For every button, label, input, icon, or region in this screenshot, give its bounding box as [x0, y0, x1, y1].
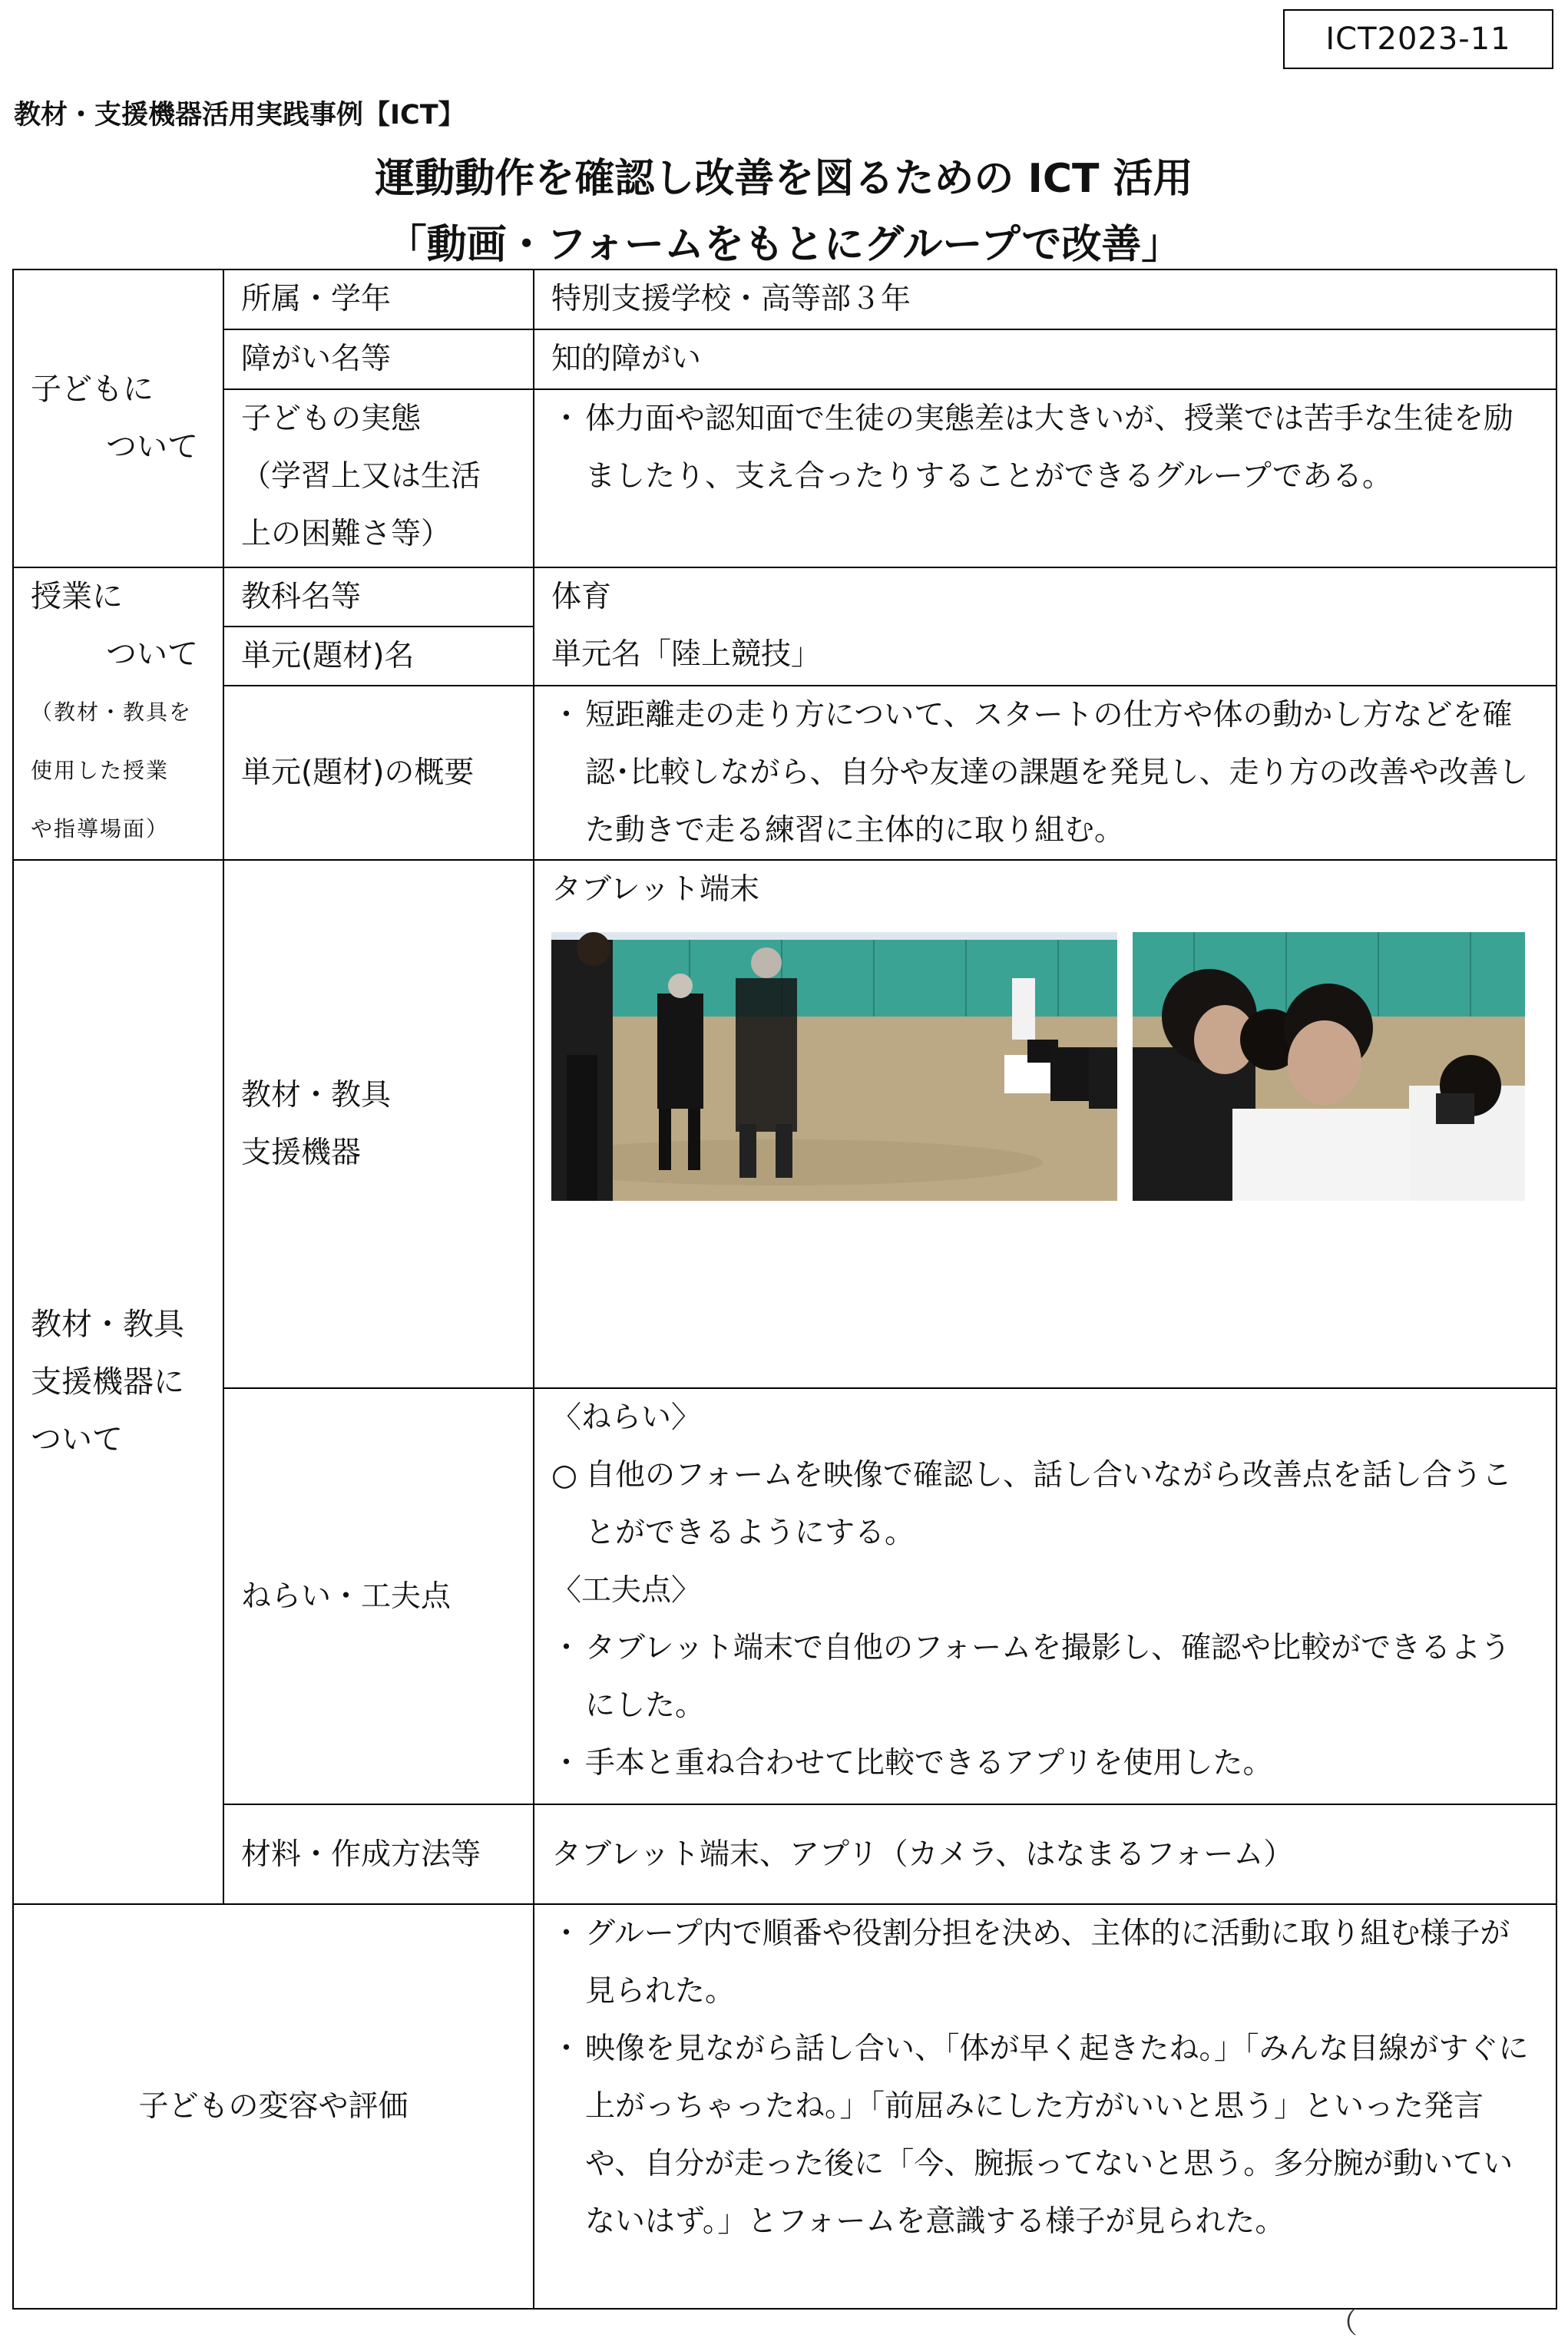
unit-label: 単元(題材)名 — [223, 627, 534, 686]
photo-group-review — [1133, 932, 1525, 1220]
lesson-note-line1: （教材・教具を — [31, 699, 193, 725]
page-footer-fragment: （ — [1328, 2306, 1358, 2339]
subject-label: 教科名等 — [223, 567, 534, 627]
affiliation-label: 所属・学年 — [223, 269, 534, 329]
overview-label: 単元(題材)の概要 — [223, 686, 534, 860]
subject-unit-value — [534, 567, 1556, 686]
aims-value: 〈ねらい〉 ○ 自他のフォームを映像で確認し、話し合いながら改善点を話し合うことができるようにする。 〈工夫点〉 ・ タブレット端末で自他のフォームを撮影し、確認や比較ができるようにした。 ・ 手本と重ね合わせて比較できるアプリを使用した。 — [534, 1388, 1556, 1804]
idea-1: タブレット端末で自他のフォームを撮影し、確認や比較ができるようにした。 — [585, 1631, 1511, 1723]
tools-value-cell — [534, 860, 1556, 1388]
idea-2: 手本と重ね合わせて比較できるアプリを使用した。 — [585, 1746, 1273, 1781]
evaluation-item-2: 映像を見ながら話し合い、「体が早く起きたね。」「みんな目線がすぐに上がっちゃったね。」「前屈みにした方がいいと思う」といった発言や、自分が走った後に「今、腕振ってないと思う。多分腕が動いていないはず。」とフォームを意識する様子が見られた。 — [585, 2032, 1529, 2239]
evaluation-value: ・ グループ内で順番や役割分担を決め、主体的に活動に取り組む様子が見られた。 ・ 映像を見ながら話し合い、「体が早く起きたね。」「みんな目線がすぐに上がっちゃったね。」「前屈みにした方がいいと思う」といった発言や、自分が走った後に「今、腕振ってないと思う。多分腕が動いていないはず。」とフォームを意識する様子が見られた。 — [534, 1904, 1556, 2309]
disability-value: 知的障がい — [534, 329, 1556, 389]
overview-value: ・ 短距離走の走り方について、スタートの仕方や体の動かし方などを確認･比較しながら、自分や友達の課題を発見し、走り方の改善や改善した動きで走る練習に主体的に取り組む。 — [534, 686, 1556, 860]
unit-value: 単元名「陸上競技」 — [551, 637, 822, 672]
materials-section-line1: 教材・教具 — [31, 1306, 184, 1342]
tools-value: タブレット端末 — [551, 872, 760, 907]
materials-section-line2: 支援機器に — [31, 1364, 184, 1400]
category-label: 教材・支援機器活用実践事例【ICT】 — [14, 100, 465, 131]
case-table — [12, 269, 1557, 2310]
aim-mark: ○ — [551, 1458, 578, 1493]
lesson-note-line3: や指導場面） — [31, 816, 170, 842]
materials-section-line3: ついて — [31, 1421, 123, 1457]
disability-label: 障がい名等 — [223, 329, 534, 389]
child-section-line1: 子どもに — [31, 372, 154, 407]
lesson-section-line2: ついて — [106, 637, 198, 672]
evaluation-item-1: グループ内で順番や役割分担を決め、主体的に活動に取り組む様子が見られた。 — [585, 1916, 1510, 2009]
lesson-section-line1: 授業に — [31, 579, 123, 614]
ideas-heading: 〈工夫点〉 — [551, 1573, 702, 1608]
photo-running-practice — [551, 932, 1117, 1220]
child-section-heading — [13, 269, 223, 567]
aim-text: 自他のフォームを映像で確認し、話し合いながら改善点を話し合うことができるようにする。 — [585, 1458, 1513, 1550]
lesson-note-line2: 使用した授業 — [31, 758, 170, 783]
aim-heading: 〈ねらい〉 — [551, 1400, 702, 1435]
tools-label: 教材・教具 支援機器 — [223, 860, 534, 1388]
child-section-line2: ついて — [106, 429, 198, 465]
state-label: 子どもの実態 （学習上又は生活 上の困難さ等） — [223, 389, 534, 567]
materials-section-heading — [13, 860, 223, 1904]
method-value: タブレット端末、アプリ（カメラ、はなまるフォーム） — [534, 1804, 1556, 1904]
method-label: 材料・作成方法等 — [223, 1804, 534, 1904]
aims-label: ねらい・工夫点 — [223, 1388, 534, 1804]
state-value: ・ 体力面や認知面で生徒の実態差は大きいが、授業では苦手な生徒を励ましたり、支え合ったりすることができるグループである。 — [534, 389, 1556, 567]
lesson-section-heading — [13, 567, 223, 860]
page-subtitle: 「動画・フォームをもとにグループで改善」 — [386, 222, 1182, 268]
photo-running-practice-image — [551, 932, 1117, 1201]
evaluation-label: 子どもの変容や評価 — [13, 1904, 534, 2309]
subject-value: 体育 — [551, 580, 612, 614]
document-id: ICT2023-11 — [1283, 9, 1553, 69]
affiliation-value: 特別支援学校・高等部３年 — [534, 269, 1556, 329]
photo-group-review-image — [1133, 932, 1525, 1201]
page-title: 運動動作を確認し改善を図るための ICT 活用 — [375, 156, 1193, 202]
